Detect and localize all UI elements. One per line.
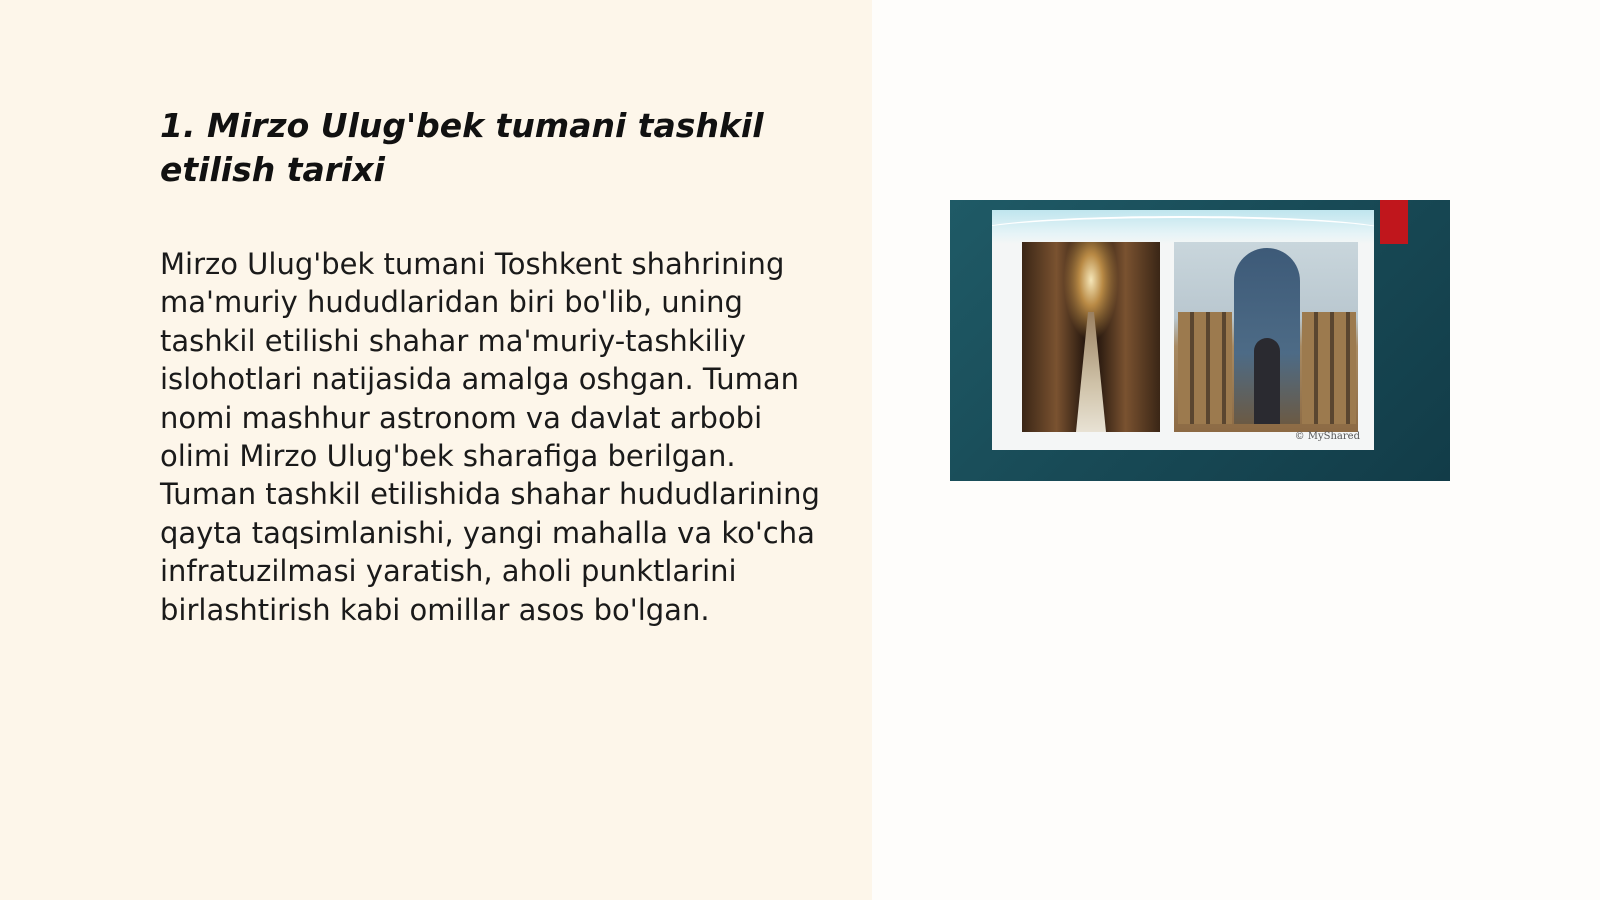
madrasa-door: [1254, 338, 1280, 424]
sextant-arc: [1076, 312, 1106, 432]
madrasa-portal: [1234, 248, 1300, 424]
image-header-band: [992, 210, 1374, 244]
slide-title: 1. Mirzo Ulug'bek tumani tashkil etilish tarixi: [160, 106, 764, 189]
observatory-tunnel-photo: [1022, 242, 1160, 432]
madrasa-left-wing: [1178, 312, 1232, 424]
embedded-slide-image: [992, 210, 1374, 450]
madrasa-right-wing: [1302, 312, 1356, 424]
red-accent-tab: [1380, 200, 1408, 244]
slide-body-text: Mirzo Ulug'bek tumani Toshkent shahrining ma'muriy hududlaridan biri bo'lib, uning tashkil etilishi shahar ma'muriy-tashkiliy islohotlari natijasida amalga oshgan. Tuman nomi mashhur astronom va davlat arbobi olimi Mirzo Ulug'bek sharafiga berilgan. Tuman tashkil etilishida shahar hududlarining qayta taqsimlanishi, yangi mahalla va ko'cha infratuzilmasi yaratish, aholi punktlarini birlashtirish kabi omillar asos bo'lgan.: [160, 247, 820, 627]
slide-photo: [950, 200, 1450, 481]
image-caption: © MyShared: [1294, 431, 1360, 442]
madrasa-photo: [1174, 242, 1358, 432]
